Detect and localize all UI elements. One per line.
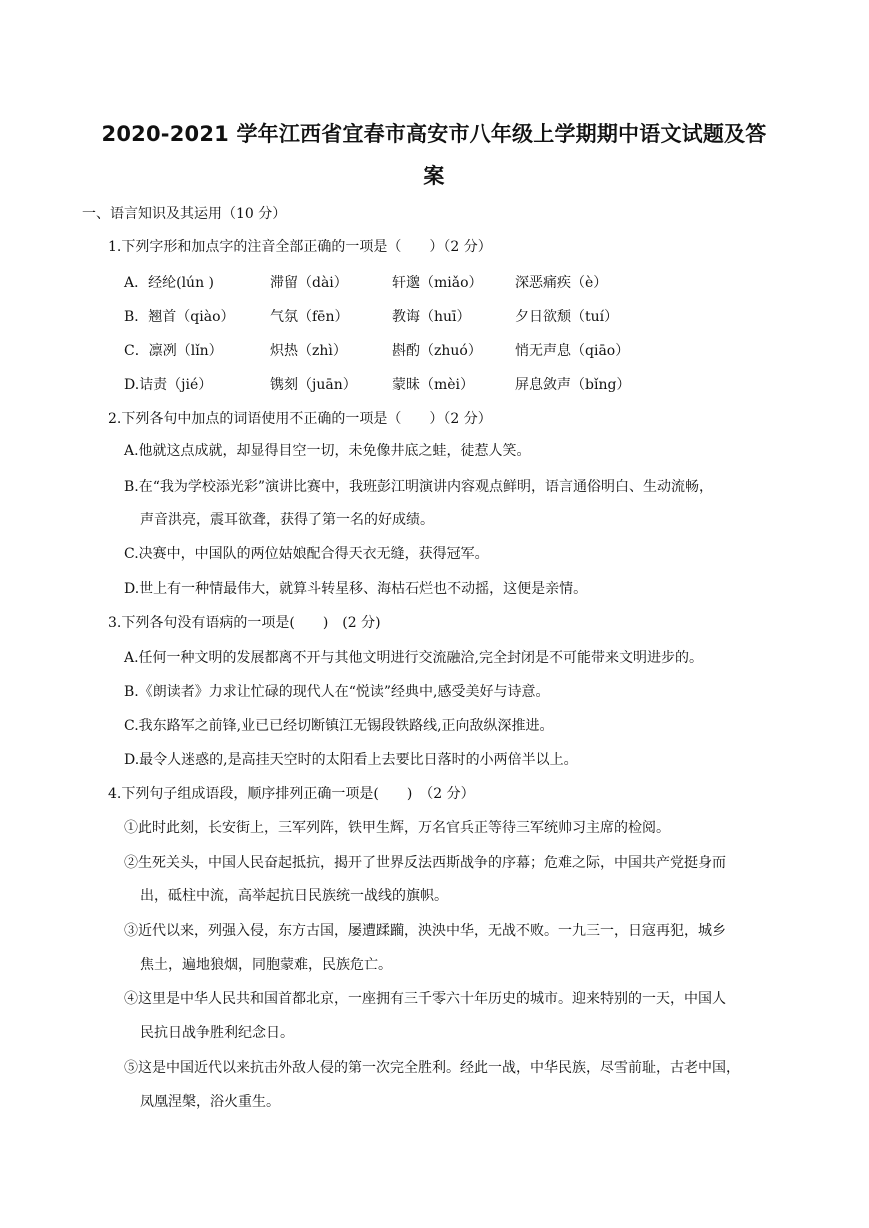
q1-option-a-2: 滞留（dài）: [270, 275, 348, 291]
q1-option-b-4: 夕日欲颓（tuí）: [515, 309, 619, 325]
q2-option-c: C.决赛中，中国队的两位姑娘配合得天衣无缝，获得冠军。: [124, 546, 489, 562]
q1-option-b-1: B．翘首（qiào）: [124, 309, 235, 325]
question-4-stem: 4.下列句子组成语段，顺序排列正确一项是( ) （2 分）: [108, 786, 475, 802]
q3-option-c: C.我东路军之前锋,业已已经切断镇江无锡段铁路线,正向敌纵深推进。: [124, 718, 554, 734]
title-line-1: 2020-2021 学年江西省宜春市高安市八年级上学期期中语文试题及答: [101, 122, 767, 146]
q4-sentence-2-continued: 出，砥柱中流，高举起抗日民族统一战线的旗帜。: [140, 888, 448, 904]
q3-option-b: B.《朗读者》力求让忙碌的现代人在“悦读”经典中,感受美好与诗意。: [124, 684, 550, 700]
q2-option-a: A.他就这点成就，却显得目空一切，未免像井底之蛙，徒惹人笑。: [124, 443, 531, 459]
q4-sentence-5: ⑤这是中国近代以来抗击外敌人侵的第一次完全胜利。经此一战，中华民族，尽雪前耻，古老中国，: [124, 1060, 740, 1076]
q3-option-a: A.任何一种文明的发展都离不开与其他文明进行交流融洽,完全封闭是不可能带来文明进步的。: [124, 650, 704, 666]
q4-sentence-5-continued: 凤凰涅槃，浴火重生。: [140, 1094, 280, 1110]
q2-option-b: B.在“我为学校添光彩”演讲比赛中，我班彭江明演讲内容观点鲜明，语言通俗明白、生动流畅，: [124, 479, 714, 495]
q1-option-c-4: 悄无声息（qiāo）: [515, 343, 630, 359]
q3-option-d: D.最令人迷惑的,是高挂天空时的太阳看上去要比日落时的小两倍半以上。: [124, 752, 578, 768]
q1-option-d-3: 蒙昧（mèi）: [392, 377, 475, 393]
q1-option-a-3: 轩邈（miǎo）: [392, 275, 483, 291]
q1-option-c-3: 斟酌（zhuó）: [392, 343, 482, 359]
q1-option-a-1: A．经纶(lún ): [124, 275, 214, 291]
q1-option-d-2: 镌刻（juān）: [270, 377, 357, 393]
q1-option-d-4: 屏息敛声（bǐng）: [515, 377, 631, 393]
q4-sentence-3: ③近代以来，列强入侵，东方古国，屡遭蹂躏，泱泱中华，无战不败。一九三一，日寇再犯，城乡: [124, 923, 726, 939]
q4-sentence-4-continued: 民抗日战争胜利纪念日。: [140, 1025, 294, 1041]
q4-sentence-2: ②生死关头，中国人民奋起抵抗，揭开了世界反法西斯战争的序幕；危难之际，中国共产党挺身而: [124, 855, 726, 871]
q1-option-b-3: 教诲（huī）: [392, 309, 471, 325]
q2-option-d: D.世上有一种情最伟大，就算斗转星移、海枯石烂也不动摇，这便是亲情。: [124, 581, 588, 597]
question-3-stem: 3.下列各句没有语病的一项是( ) (2 分): [108, 615, 381, 631]
q4-sentence-3-continued: 焦土，遍地狼烟，同胞蒙难，民族危亡。: [140, 957, 392, 973]
q4-sentence-4: ④这里是中华人民共和国首都北京，一座拥有三千零六十年历史的城市。迎来特别的一天，中国人: [124, 991, 726, 1007]
title-line-2: 案: [423, 164, 445, 188]
q1-option-a-4: 深恶痛疾（è）: [515, 275, 608, 291]
q4-sentence-1: ①此时此刻，长安街上，三军列阵，铁甲生辉，万名官兵正等待三军统帅习主席的检阅。: [124, 820, 670, 836]
q2-option-b-continued: 声音洪亮，震耳欲聋，获得了第一名的好成绩。: [140, 512, 434, 528]
section-heading: 一、语言知识及其运用（10 分）: [82, 206, 287, 222]
q1-option-d-1: D.诘责（jié）: [124, 377, 213, 393]
document-title: [70, 113, 798, 197]
question-2-stem: 2.下列各句中加点的词语使用不正确的一项是（ ）（2 分）: [108, 411, 492, 427]
q1-option-c-2: 炽热（zhì）: [270, 343, 347, 359]
q1-option-c-1: C．凛冽（lǐn）: [124, 343, 223, 359]
question-1-stem: 1.下列字形和加点字的注音全部正确的一项是（ ）（2 分）: [108, 239, 492, 255]
q1-option-b-2: 气氛（fēn）: [270, 309, 349, 325]
